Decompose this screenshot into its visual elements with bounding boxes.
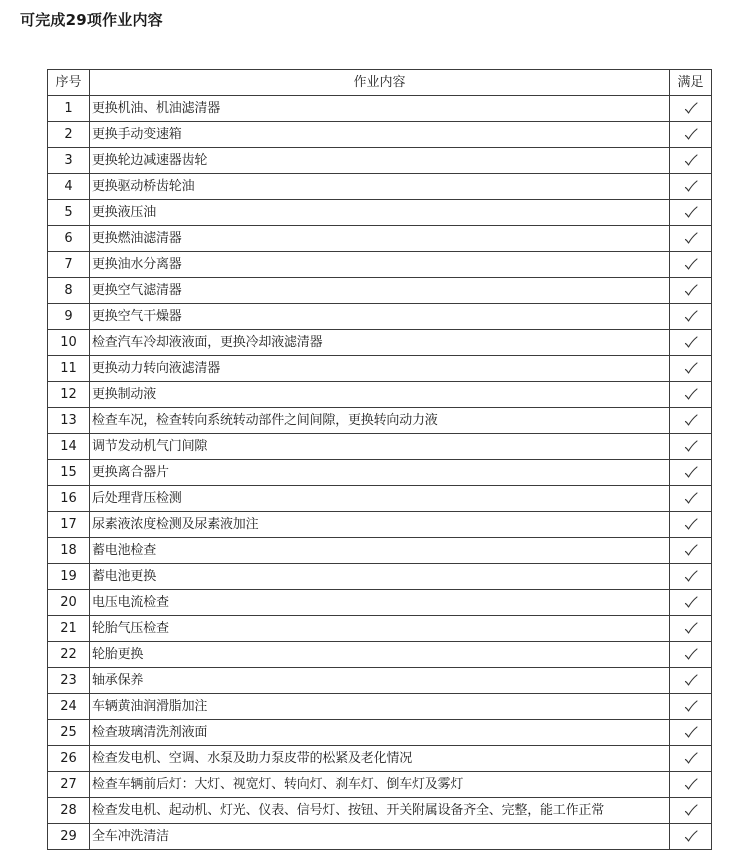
row-satisfied-cell [670,434,712,460]
table-row [48,200,712,226]
row-number-cell: 9 [48,304,90,330]
header-content: 作业内容 [90,70,670,96]
check-icon [684,596,698,608]
row-satisfied-cell [670,590,712,616]
check-icon [684,310,698,322]
row-number-cell: 14 [48,434,90,460]
row-satisfied-cell [670,616,712,642]
row-content-cell: 更换离合器片 [90,460,670,486]
row-number-cell: 13 [48,408,90,434]
check-icon [684,102,698,114]
row-number-cell: 12 [48,382,90,408]
table-row [48,798,712,824]
table-row [48,772,712,798]
row-satisfied-cell [670,798,712,824]
row-content-cell: 轮胎气压检查 [90,616,670,642]
row-content-cell: 检查发电机、起动机、灯光、仪表、信号灯、按钮、开关附属设备齐全、完整，能工作正常 [90,798,670,824]
row-content-cell: 更换液压油 [90,200,670,226]
row-content-cell: 尿素液浓度检测及尿素液加注 [90,512,670,538]
table-row [48,460,712,486]
row-number-cell: 1 [48,96,90,122]
table-row [48,330,712,356]
row-number-cell: 15 [48,460,90,486]
table-row [48,174,712,200]
row-number-cell: 6 [48,226,90,252]
row-number-cell: 7 [48,252,90,278]
check-icon [684,804,698,816]
table-row [48,616,712,642]
check-icon [684,440,698,452]
check-icon [684,830,698,842]
work-items-table [47,69,712,850]
table-row [48,512,712,538]
check-icon [684,726,698,738]
row-satisfied-cell [670,96,712,122]
table-row [48,694,712,720]
check-icon [684,622,698,634]
row-content-cell: 电压电流检查 [90,590,670,616]
table-row [48,278,712,304]
row-content-cell: 调节发动机气门间隙 [90,434,670,460]
row-number-cell: 21 [48,616,90,642]
row-content-cell: 轴承保养 [90,668,670,694]
page-title: 可完成29项作业内容 [20,11,163,29]
check-icon [684,258,698,270]
row-number-cell: 27 [48,772,90,798]
table-row [48,96,712,122]
row-content-cell: 更换制动液 [90,382,670,408]
row-satisfied-cell [670,564,712,590]
row-content-cell: 更换空气干燥器 [90,304,670,330]
row-satisfied-cell [670,824,712,850]
table-row [48,642,712,668]
row-number-cell: 20 [48,590,90,616]
check-icon [684,648,698,660]
row-satisfied-cell [670,252,712,278]
row-content-cell: 车辆黄油润滑脂加注 [90,694,670,720]
check-icon [684,570,698,582]
row-content-cell: 更换油水分离器 [90,252,670,278]
row-number-cell: 3 [48,148,90,174]
row-satisfied-cell [670,226,712,252]
check-icon [684,466,698,478]
table-row [48,746,712,772]
row-number-cell: 25 [48,720,90,746]
row-satisfied-cell [670,694,712,720]
check-icon [684,232,698,244]
check-icon [684,206,698,218]
table-row [48,122,712,148]
row-content-cell: 检查车辆前后灯：大灯、视宽灯、转向灯、刹车灯、倒车灯及雾灯 [90,772,670,798]
table-row [48,382,712,408]
row-number-cell: 24 [48,694,90,720]
row-satisfied-cell [670,538,712,564]
row-content-cell: 蓄电池检查 [90,538,670,564]
row-satisfied-cell [670,746,712,772]
table-row [48,304,712,330]
row-content-cell: 更换燃油滤清器 [90,226,670,252]
check-icon [684,544,698,556]
row-number-cell: 17 [48,512,90,538]
check-icon [684,518,698,530]
row-content-cell: 全车冲洗清洁 [90,824,670,850]
row-number-cell: 18 [48,538,90,564]
check-icon [684,284,698,296]
check-icon [684,778,698,790]
row-number-cell: 5 [48,200,90,226]
table-row [48,486,712,512]
check-icon [684,414,698,426]
row-content-cell: 蓄电池更换 [90,564,670,590]
check-icon [684,128,698,140]
table-row [48,226,712,252]
row-content-cell: 检查玻璃清洗剂液面 [90,720,670,746]
table-row [48,148,712,174]
row-number-cell: 10 [48,330,90,356]
row-content-cell: 更换机油、机油滤清器 [90,96,670,122]
row-number-cell: 29 [48,824,90,850]
check-icon [684,700,698,712]
check-icon [684,154,698,166]
table-row [48,720,712,746]
row-number-cell: 26 [48,746,90,772]
table-row [48,408,712,434]
row-content-cell: 轮胎更换 [90,642,670,668]
row-satisfied-cell [670,148,712,174]
table-row [48,564,712,590]
row-number-cell: 4 [48,174,90,200]
check-icon [684,492,698,504]
row-satisfied-cell [670,772,712,798]
row-number-cell: 19 [48,564,90,590]
row-satisfied-cell [670,304,712,330]
row-content-cell: 更换手动变速箱 [90,122,670,148]
table-row [48,590,712,616]
row-content-cell: 检查发电机、空调、水泵及助力泵皮带的松紧及老化情况 [90,746,670,772]
table-body [48,96,712,850]
row-satisfied-cell [670,382,712,408]
row-content-cell: 更换驱动桥齿轮油 [90,174,670,200]
row-satisfied-cell [670,174,712,200]
check-icon [684,362,698,374]
row-content-cell: 更换空气滤清器 [90,278,670,304]
row-satisfied-cell [670,720,712,746]
check-icon [684,336,698,348]
check-icon [684,180,698,192]
table-row [48,538,712,564]
row-satisfied-cell [670,356,712,382]
row-content-cell: 检查汽车冷却液液面，更换冷却液滤清器 [90,330,670,356]
row-number-cell: 16 [48,486,90,512]
row-number-cell: 11 [48,356,90,382]
row-satisfied-cell [670,200,712,226]
table-row [48,252,712,278]
row-number-cell: 23 [48,668,90,694]
row-satisfied-cell [670,460,712,486]
row-number-cell: 2 [48,122,90,148]
table-row [48,668,712,694]
row-content-cell: 检查车况，检查转向系统转动部件之间间隙，更换转向动力液 [90,408,670,434]
row-content-cell: 后处理背压检测 [90,486,670,512]
table-row [48,356,712,382]
row-satisfied-cell [670,122,712,148]
row-satisfied-cell [670,512,712,538]
table-row [48,824,712,850]
row-number-cell: 28 [48,798,90,824]
check-icon [684,674,698,686]
row-satisfied-cell [670,408,712,434]
row-satisfied-cell [670,668,712,694]
header-no: 序号 [48,70,90,96]
table-header-row [48,70,712,96]
check-icon [684,388,698,400]
row-satisfied-cell [670,486,712,512]
row-satisfied-cell [670,642,712,668]
row-satisfied-cell [670,330,712,356]
row-number-cell: 8 [48,278,90,304]
row-number-cell: 22 [48,642,90,668]
header-satisfied: 满足 [670,70,712,96]
table-row [48,434,712,460]
row-content-cell: 更换轮边减速器齿轮 [90,148,670,174]
row-content-cell: 更换动力转向液滤清器 [90,356,670,382]
check-icon [684,752,698,764]
row-satisfied-cell [670,278,712,304]
